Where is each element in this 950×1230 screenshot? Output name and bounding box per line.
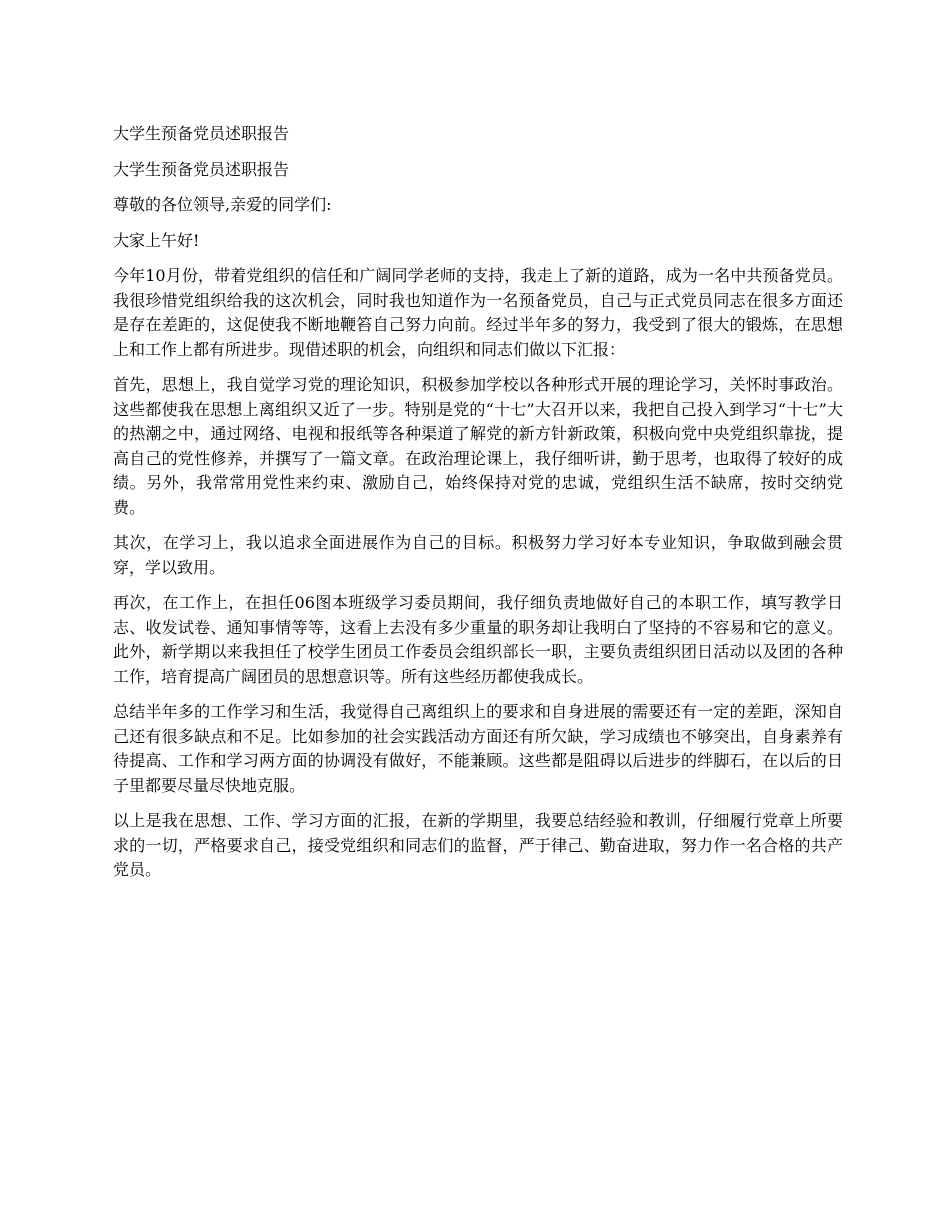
paragraph-conclusion: 以上是我在思想、工作、学习方面的汇报，在新的学期里，我要总结经验和教训，仔细履行党章上所要求的一切，严格要求自己，接受党组织和同志们的监督，严于律己、勤奋进取，努力作一名合格的共产党员。 [113,811,843,879]
salutation: 尊敬的各位领导,亲爱的同学们: [113,195,332,214]
document-subtitle: 大学生预备党员述职报告 [113,159,290,179]
document-title: 大学生预备党员述职报告 [113,124,290,143]
paragraph-ideology: 首先，思想上，我自觉学习党的理论知识，积极参加学校以各种形式开展的理论学习，关怀时事政治。这些都使我在思想上离组织又近了一步。特别是党的“十七”大召开以来，我把自己投入到学习“十七”大的热潮之中，通过网络、电视和报纸等各种渠道了解党的新方针新政策，积极向党中央党组织靠拢，提高自己的党性修养，并撰写了一篇文章。在政治理论课上，我仔细听讲，勤于思考，也取得了较好的成绩。另外，我常常用党性来约束、激励自己，始终保持对党的忠诚，党组织生活不缺席，按时交纳党费。 [113,375,843,517]
paragraph-work: 再次，在工作上，在担任06图本班级学习委员期间，我仔细负责地做好自己的本职工作，填写教学日志、收发试卷、通知事情等等，这看上去没有多少重量的职务却让我明白了坚持的不容易和它的意义。此外，新学期以来我担任了校学生团员工作委员会组织部长一职，主要负责组织团日活动以及团的各种工作，培育提高广阔团员的思想意识等。所有这些经历都使我成长。 [113,593,843,686]
paragraph-summary: 总结半年多的工作学习和生活，我觉得自己离组织上的要求和自身进展的需要还有一定的差距，深知自己还有很多缺点和不足。比如参加的社会实践活动方面还有所欠缺，学习成绩也不够突出，自身素养有待提高、工作和学习两方面的协调没有做好，不能兼顾。这些都是阻碍以后进步的绊脚石，在以后的日子里都要尽量尽快地克服。 [113,702,843,795]
document-page [113,122,843,894]
paragraph-intro: 今年10月份，带着党组织的信任和广阔同学老师的支持，我走上了新的道路，成为一名中共预备党员。我很珍惜党组织给我的这次机会，同时我也知道作为一名预备党员，自己与正式党员同志在很多方面还是存在差距的，这促使我不断地鞭笞自己努力向前。经过半年多的努力，我受到了很大的锻炼，在思想上和工作上都有所进步。现借述职的机会，向组织和同志们做以下汇报： [113,266,843,359]
greeting: 大家上午好! [113,230,200,250]
paragraph-study: 其次，在学习上，我以追求全面进展作为自己的目标。积极努力学习好本专业知识，争取做到融会贯穿，学以致用。 [113,533,843,577]
